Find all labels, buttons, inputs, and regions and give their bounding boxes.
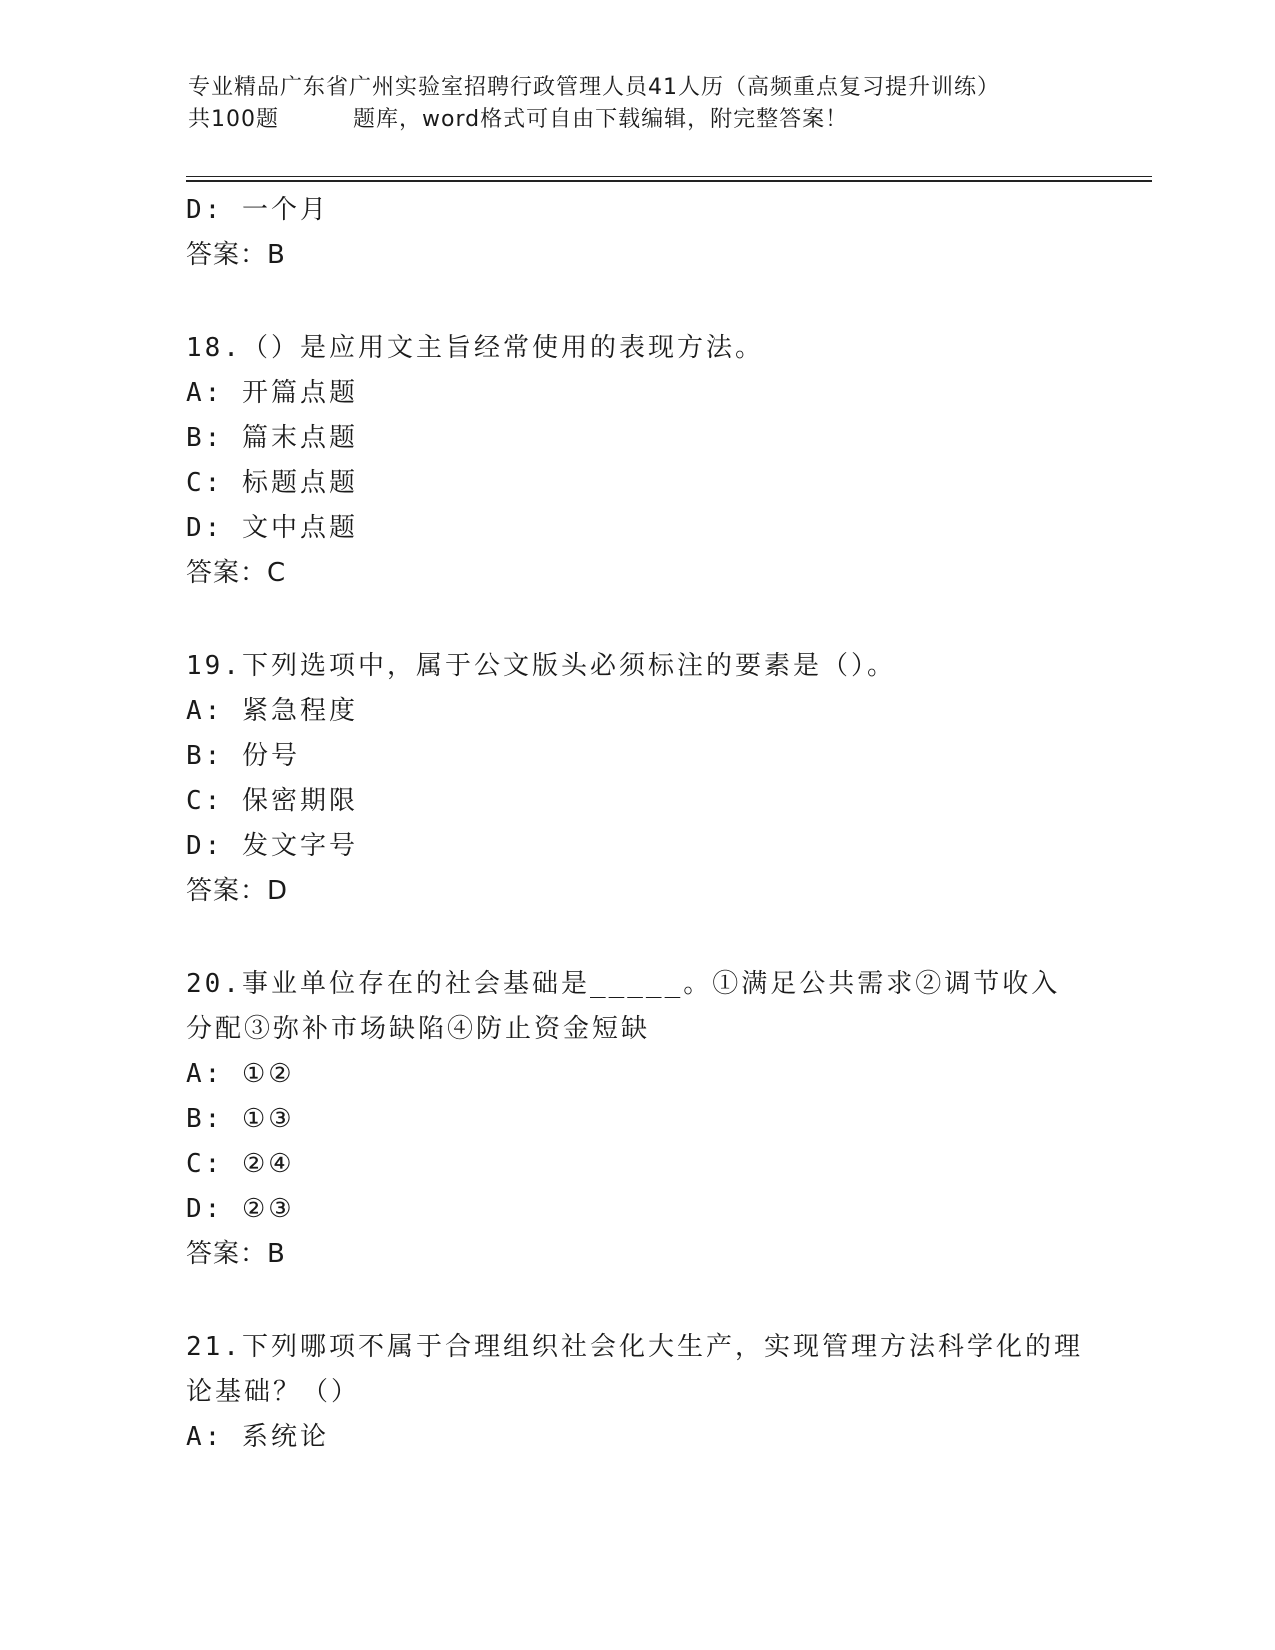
- option-a: A: ①②: [186, 1059, 295, 1089]
- option-a: A: 开篇点题: [186, 378, 358, 408]
- header-description: 题库，word格式可自由下载编辑，附完整答案！: [353, 107, 849, 132]
- option-b: B: ①③: [186, 1104, 295, 1134]
- question-stem: 21.下列哪项不属于合理组织社会化大生产，实现管理方法科学化的理论基础？（）: [186, 1332, 1083, 1407]
- option-c: C: 标题点题: [186, 468, 358, 498]
- header-subtitle-line: [188, 104, 1148, 136]
- option-d: D: 文中点题: [186, 513, 358, 543]
- option-c: C: 保密期限: [186, 786, 358, 816]
- question-list: [186, 188, 1106, 1460]
- option-a: A: 紧急程度: [186, 696, 358, 726]
- answer-line: 答案：D: [186, 876, 289, 906]
- option-d: D: 一个月: [186, 195, 329, 225]
- question-stem: 19.下列选项中，属于公文版头必须标注的要素是（）。: [186, 651, 896, 681]
- answer-line: 答案：C: [186, 558, 287, 588]
- question-stem: 20.事业单位存在的社会基础是_____。①满足公共需求②调节收入分配③弥补市场缺陷④防止资金短缺: [186, 969, 1061, 1044]
- answer-line: 答案：B: [186, 1239, 286, 1269]
- option-c: C: ②④: [186, 1149, 295, 1179]
- option-d: D: ②③: [186, 1194, 295, 1224]
- question-18: [186, 326, 1106, 596]
- option-b: B: 篇末点题: [186, 423, 358, 453]
- question-21: [186, 1325, 1106, 1460]
- header-title-line: 专业精品广东省广州实验室招聘行政管理人员41人历（高频重点复习提升训练）: [188, 75, 1000, 100]
- header-divider-thin: [186, 176, 1152, 177]
- question-20: [186, 962, 1106, 1277]
- header-divider-thick: [186, 180, 1152, 182]
- option-a: A: 系统论: [186, 1422, 329, 1452]
- option-b: B: 份号: [186, 741, 300, 771]
- question-19: [186, 644, 1106, 914]
- header-question-count: 共100题: [188, 107, 279, 132]
- document-header: [188, 72, 1148, 136]
- answer-line: 答案：B: [186, 240, 286, 270]
- option-d: D: 发文字号: [186, 831, 358, 861]
- question-stem: 18.（）是应用文主旨经常使用的表现方法。: [186, 333, 764, 363]
